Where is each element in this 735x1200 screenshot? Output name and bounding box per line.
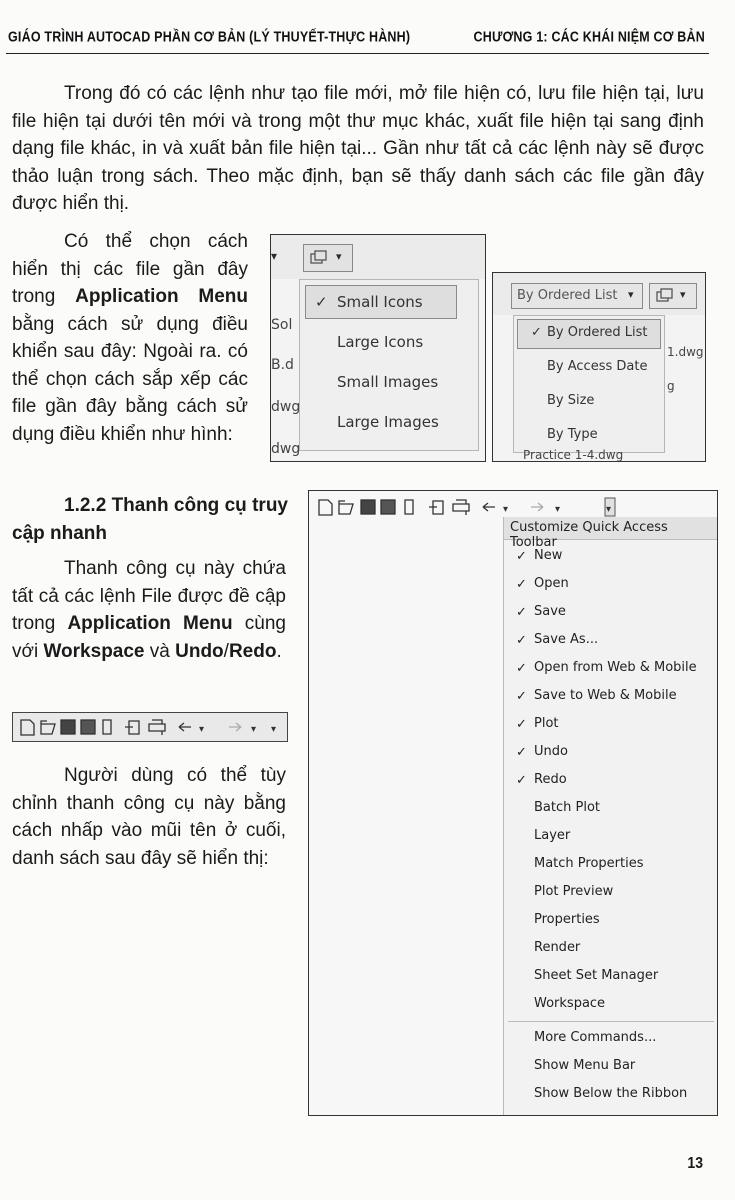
qat-item-open[interactable]: Open <box>534 576 569 591</box>
display-grid-icon <box>656 288 674 304</box>
paragraph-3-bold-2: Workspace <box>43 640 145 662</box>
view-toggle-button[interactable] <box>303 244 353 272</box>
menu-item-small-images[interactable]: Small Images <box>337 373 439 391</box>
svg-text:▾: ▾ <box>606 504 612 515</box>
qat-item-save-as[interactable]: Save As... <box>534 632 599 647</box>
qat-item-plot-preview[interactable]: Plot Preview <box>534 884 614 899</box>
menu-item-by-ordered-list[interactable]: By Ordered List <box>547 325 648 340</box>
qat-item-save-to-web[interactable]: Save to Web & Mobile <box>534 688 677 703</box>
check-icon: ✓ <box>516 576 527 591</box>
customize-qat-menu <box>503 517 718 1115</box>
running-header-title: GIÁO TRÌNH AUTOCAD PHẦN CƠ BẢN (LÝ THUYẾT-THỰC HÀNH) <box>8 28 411 46</box>
display-options-screenshot <box>270 234 486 462</box>
qat-item-show-menu-bar[interactable]: Show Menu Bar <box>534 1058 636 1073</box>
check-icon: ✓ <box>516 772 527 787</box>
menu-item-by-access-date[interactable]: By Access Date <box>547 359 648 374</box>
menu-title: Customize Quick Access Toolbar <box>510 520 668 550</box>
toolbar-icons <box>19 718 283 736</box>
check-icon: ✓ <box>531 325 542 340</box>
file-fragment: dwg <box>271 441 301 457</box>
svg-text:▾: ▾ <box>251 724 257 735</box>
check-icon: ✓ <box>516 744 527 759</box>
qat-item-undo[interactable]: Undo <box>534 744 568 759</box>
svg-text:▾: ▾ <box>199 724 205 735</box>
svg-text:▾: ▾ <box>555 504 561 515</box>
paragraph-3-text-d: / <box>223 640 229 662</box>
check-icon: ✓ <box>516 688 527 703</box>
menu-title-bar <box>504 517 718 550</box>
chevron-down-icon: ▾ <box>336 250 342 263</box>
file-fragment: Sol <box>271 317 293 333</box>
paragraph-3-text-b: cùng với <box>12 613 287 662</box>
qat-item-redo[interactable]: Redo <box>534 772 567 787</box>
check-icon: ✓ <box>516 716 527 731</box>
qat-item-render[interactable]: Render <box>534 940 581 955</box>
quick-access-toolbar-image <box>12 712 288 742</box>
view-toggle-button[interactable] <box>649 283 697 309</box>
qat-item-sheet-set-manager[interactable]: Sheet Set Manager <box>534 968 659 983</box>
qat-item-open-from-web[interactable]: Open from Web & Mobile <box>534 660 697 675</box>
quick-access-toolbar[interactable] <box>317 497 617 517</box>
file-fragment: dwg <box>271 399 301 415</box>
running-header-chapter: CHƯƠNG 1: CÁC KHÁI NIỆM CƠ BẢN <box>473 28 705 46</box>
paragraph-3-bold-1: Application Menu <box>67 613 233 634</box>
paragraph-3 <box>12 555 286 665</box>
sort-options-screenshot <box>492 272 706 462</box>
qat-item-more-commands[interactable]: More Commands... <box>534 1030 657 1045</box>
file-fragment: B.d <box>271 357 294 373</box>
menu-item-large-images[interactable]: Large Images <box>337 413 439 431</box>
paragraph-2-bold: Application Menu <box>75 286 248 307</box>
sort-dropdown[interactable] <box>511 283 643 309</box>
sort-dropdown-label: By Ordered List <box>517 288 618 303</box>
qat-item-match-properties[interactable]: Match Properties <box>534 856 644 871</box>
page-number: 13 <box>687 1152 703 1172</box>
customize-qat-screenshot <box>308 490 718 1116</box>
check-icon: ✓ <box>516 660 527 675</box>
check-icon: ✓ <box>315 293 328 311</box>
qat-item-plot[interactable]: Plot <box>534 716 559 731</box>
check-icon: ✓ <box>516 632 527 647</box>
svg-text:▾: ▾ <box>503 504 509 515</box>
qat-item-properties[interactable]: Properties <box>534 912 600 927</box>
menu-item-small-icons[interactable]: Small Icons <box>337 293 423 311</box>
file-fragment: Practice 1-4.dwg <box>523 448 624 462</box>
check-icon: ✓ <box>516 604 527 619</box>
menu-item-by-size[interactable]: By Size <box>547 393 595 408</box>
file-fragment: 1.dwg <box>667 345 704 359</box>
qat-item-save[interactable]: Save <box>534 604 566 619</box>
qat-item-batch-plot[interactable]: Batch Plot <box>534 800 601 815</box>
chevron-down-icon: ▾ <box>680 288 686 301</box>
file-fragment: g <box>667 379 675 393</box>
header-rule <box>6 53 709 54</box>
display-grid-icon <box>310 250 328 266</box>
paragraph-2-text-a: Có thể chọn cách hiển thị các file gần đây trong <box>12 231 248 307</box>
section-heading: 1.2.2 Thanh công cụ truy cập nhanh <box>12 495 288 544</box>
chevron-down-icon: ▾ <box>628 288 634 301</box>
paragraph-3-text-a: Thanh công cụ này chứa tất cả các lệnh File được đề cập trong <box>12 558 286 634</box>
qat-item-workspace[interactable]: Workspace <box>534 996 606 1011</box>
qat-item-new[interactable]: New <box>534 548 563 563</box>
paragraph-1: Trong đó có các lệnh như tạo file mới, mở file hiện có, lưu file hiện tại, lưu file hiện tại dưới tên mới và trong một thư mục khác, xuất file hiện tại sang định dạng file khác, in và xuất bản file hiện tại... Gần như tất cả các lệnh này sẽ được thảo luận trong sách. Theo mặc định, bạn sẽ thấy danh sách các file gần đây được hiển thị. <box>12 83 704 214</box>
qat-item-layer[interactable]: Layer <box>534 828 571 843</box>
dropdown-arrow-icon[interactable]: ▾ <box>271 249 278 263</box>
menu-divider <box>508 1021 714 1022</box>
menu-item-large-icons[interactable]: Large Icons <box>337 333 424 351</box>
paragraph-4: Người dùng có thể tùy chỉnh thanh công cụ này bằng cách nhấp vào mũi tên ở cuối, danh sách sau đây sẽ hiển thị: <box>12 765 286 869</box>
paragraph-3-bold-3: Undo <box>175 640 224 662</box>
paragraph-3-text-e: . <box>276 640 282 662</box>
paragraph-2-text-b: bằng cách sử dụng điều khiển sau đây: Ngoài ra. có thể chọn cách sắp xếp các file gần đây bằng cách sử dụng điều khiển như hình: <box>12 313 248 445</box>
svg-text:▾: ▾ <box>271 724 277 735</box>
paragraph-3-bold-4: Redo <box>228 640 277 662</box>
paragraph-2 <box>12 228 248 448</box>
check-icon: ✓ <box>516 548 527 563</box>
qat-item-show-below-ribbon[interactable]: Show Below the Ribbon <box>534 1086 688 1101</box>
menu-item-by-type[interactable]: By Type <box>547 427 598 442</box>
paragraph-3-text-c: và <box>144 640 176 662</box>
